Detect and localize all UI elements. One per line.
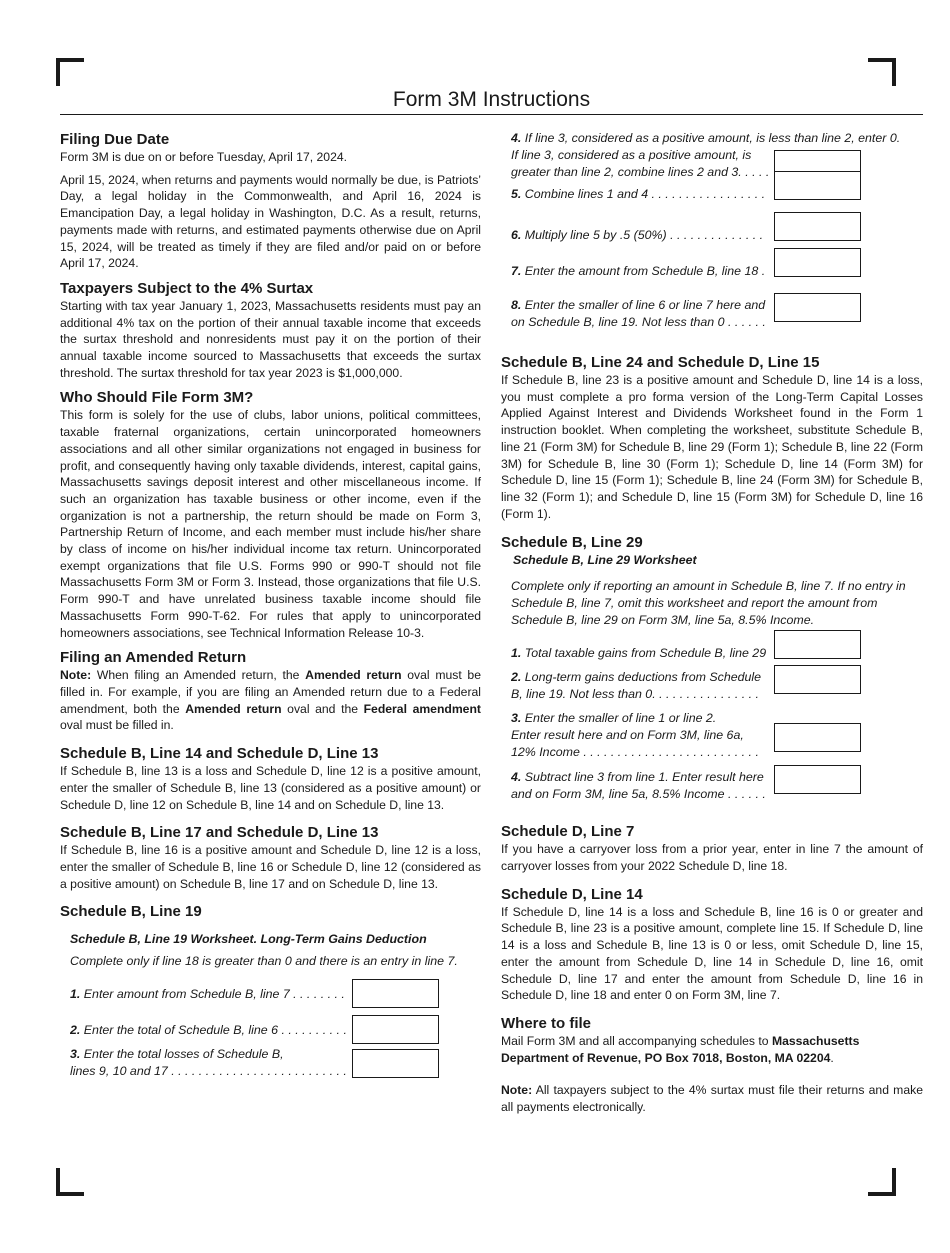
line-29-ws-line-4-entry-box[interactable] <box>774 765 861 794</box>
line-29-ws-line-1-entry-box[interactable] <box>774 630 861 659</box>
section-schedule-d-line-7 <box>501 822 923 874</box>
line-19-ws-line-2: 2. Enter the total of Schedule B, line 6 . . . . . . . . . . <box>70 1022 481 1046</box>
line-19-worksheet-intro: Complete only if line 18 is greater than 0 and there is an entry in line 7. <box>70 954 458 969</box>
heading-schedule-b-line-14: Schedule B, Line 14 and Schedule D, Line 13 <box>60 745 379 763</box>
line-19-ws-line-3: 3. Enter the total losses of Schedule B, lines 9, 10 and 17 . . . . . . . . . . . . . . . . . . . . . . . . . . <box>70 1046 481 1082</box>
line-29-ws-line-4: 4. Subtract line 3 from line 1. Enter result here and on Form 3M, line 5a, 8.5% Income . . . . . . <box>511 769 923 822</box>
heading-schedule-b-line-19: Schedule B, Line 19 <box>60 903 202 921</box>
heading-schedule-d-line-14: Schedule D, Line 14 <box>501 885 643 903</box>
heading-schedule-b-line-24: Schedule B, Line 24 and Schedule D, Line 15 <box>501 354 820 371</box>
line-19-ws-line-7: 7. Enter the amount from Schedule B, line 18 . <box>511 263 923 297</box>
line-19-ws-line-7-entry-box[interactable] <box>774 248 861 277</box>
surtax-paragraph: Starting with tax year January 1, 2023, Massachusetts residents must pay an additional 4% tax on the portion of their annual taxable income that exceeds the surtax threshold and nonresidents must pay it on the portion of their annual taxable income sourced to Massachusetts that exceeds the surtax threshold. The surtax threshold for tax year 2023 is $1,000,000. <box>60 298 481 380</box>
where-to-file-note: Note: All taxpayers subject to the 4% surtax must file their returns and make all payments electronically. <box>501 1083 923 1115</box>
line-29-worksheet-title: Schedule B, Line 29 Worksheet <box>513 553 697 568</box>
line-19-ws-line-1: 1. Enter amount from Schedule B, line 7 . . . . . . . . <box>70 986 481 1022</box>
schedule-b-line-14-paragraph: If Schedule B, line 13 is a loss and Schedule D, line 12 is a positive amount, enter the smaller of Schedule B, line 13 (considered as a positive amount) or Schedule D, line 12 on Schedule B, line 14 and on Schedule D, line 13. <box>60 764 481 812</box>
line-29-worksheet-intro: Complete only if reporting an amount in Schedule B, line 7. If no entry in Schedule B, line 7, omit this worksheet and report the amount from Schedule B, line 29 on Form 3M, line 5a, 8.5% Income. <box>511 579 906 628</box>
heading-filing-due-date: Filing Due Date <box>60 131 170 148</box>
crop-mark-bottom-right <box>868 1168 896 1196</box>
line-19-ws-line-3-entry-box[interactable] <box>352 1049 439 1078</box>
title-rule <box>60 114 923 115</box>
section-schedule-b-line-17 <box>60 823 481 892</box>
schedule-d-line-14-paragraph: If Schedule D, line 14 is a loss and Schedule B, line 16 is 0 or greater and Schedule B, line 23 is a positive amount, complete line 15. If Schedule D, line 14 is a loss and Schedule B, line 13 is 0 or less, omit Schedule D, line 15, enter the amount from Schedule D, line 14 in Schedule D, line 16, omit Schedule D, line 17 and enter the amount from Schedule D, line 16 in Schedule D, line 18 and enter 0 on Form 3M, line 7. <box>501 904 923 1003</box>
heading-surtax: Taxpayers Subject to the 4% Surtax <box>60 279 314 297</box>
schedule-b-line-17-paragraph: If Schedule B, line 16 is a positive amount and Schedule D, line 12 is a loss, enter the smaller of Schedule B, line 16 or Schedule D, line 12 (considered as a positive amount) on Schedule B, line 17 and on Schedule D, line 13. <box>60 843 481 891</box>
line-19-ws-line-6: 6. Multiply line 5 by .5 (50%) . . . . . . . . . . . . . . <box>511 227 923 263</box>
line-19-worksheet-continued <box>501 130 923 331</box>
amended-return-paragraph: Note: When filing an Amended return, the Amended return oval must be filled in. For example, if you are filing an Amended return due to a Federal amendment, both the Amended return oval and the Federal amendment oval must be filled in. <box>60 668 481 733</box>
who-should-file-paragraph: This form is solely for the use of clubs, labor unions, political committees, taxable fraternal organizations, certain unincorporated homeowners associations and all other similar organizations not engaged in business for profit, and consequently having only taxable dividends, interest, capital gains, Massachusetts savings deposit interest and other miscellaneous income. If such an organization has taxable business or other income, even if the organization is not a partnership, the return should be made on Form 3, Partnership Return of Income, and each member must include his/her share by class of income on his/her individual income tax return. Unincorporated exempt organizations that file U.S. Forms 990 or 990-T should not file Massachusetts Form 3M or Form 3. Instead, those organizations that file U.S. Form 990-T and have unrelated business taxable income should file Massachusetts Form 990-T-62. For rules that apply to unincorporated homeowners associations, see Technical Information Release 10-3. <box>60 408 481 640</box>
section-schedule-b-line-19 <box>60 902 481 1082</box>
filing-due-paragraph-2: April 15, 2024, when returns and payments would normally be due, is Patriots’ Day, a legal holiday in the Commonwealth, and April 16, 2024 is Emancipation Day, a legal holiday in Washington, D.C. As a result, returns, payments made with returns, and estimated payments otherwise due on April 15, 2024, will be treated as timely if they are filed and/or paid on or before April 17, 2024. <box>60 172 481 271</box>
line-19-worksheet <box>60 931 481 1082</box>
filing-due-paragraph-1: Form 3M is due on or before Tuesday, April 17, 2024. <box>60 150 348 164</box>
line-19-worksheet-title: Schedule B, Line 19 Worksheet. Long-Term Gains Deduction <box>70 932 427 947</box>
schedule-d-line-7-paragraph: If you have a carryover loss from a prior year, enter in line 7 the amount of carryover losses from your 2022 Schedule D, line 18. <box>501 842 923 874</box>
line-29-ws-line-3: 3. Enter the smaller of line 1 or line 2. Enter result here and on Form 3M, line 6a, 12% Income . . . . . . . . . . . . . . . . . . . . . . . . . . <box>511 710 923 769</box>
mailing-address: Massachusetts Department of Revenue, PO Box 7018, Boston, MA 02204 <box>501 1033 860 1065</box>
line-29-worksheet <box>501 552 923 822</box>
section-surtax <box>60 279 481 382</box>
crop-mark-bottom-left <box>56 1168 84 1196</box>
heading-schedule-b-line-17: Schedule B, Line 17 and Schedule D, Line 13 <box>60 824 379 842</box>
section-who-should-file <box>60 388 481 641</box>
line-19-ws-line-8: 8. Enter the smaller of line 6 or line 7 here and on Schedule B, line 19. Not less than 0 . . . . . . <box>511 297 923 331</box>
heading-amended-return: Filing an Amended Return <box>60 649 247 667</box>
line-19-ws-line-5: 5. Combine lines 1 and 4 . . . . . . . . . . . . . . . . . <box>511 186 923 227</box>
line-19-ws-line-4: 4. If line 3, considered as a positive amount, is less than line 2, enter 0. If line 3, considered as a positive amount, is greater than line 2, combine lines 2 and 3. . . . . <box>511 131 901 179</box>
line-19-ws-line-1-entry-box[interactable] <box>352 979 439 1008</box>
section-schedule-b-line-14 <box>60 744 481 813</box>
line-29-ws-line-3-entry-box[interactable] <box>774 723 861 752</box>
where-to-file-paragraph: Mail Form 3M and all accompanying schedules to Massachusetts Department of Revenue, PO Box 7018, Boston, MA 02204. <box>501 1033 860 1065</box>
note-label: Note: <box>60 668 92 683</box>
left-column <box>60 130 481 1082</box>
line-29-ws-line-1: 1. Total taxable gains from Schedule B, line 29 <box>511 645 923 669</box>
line-29-ws-line-2: 2. Long-term gains deductions from Schedule B, line 19. Not less than 0. . . . . . . . . . . . . . . . <box>511 669 923 710</box>
line-19-ws-line-5-entry-box[interactable] <box>774 171 861 200</box>
line-19-ws-line-2-entry-box[interactable] <box>352 1015 439 1044</box>
section-filing-due-date <box>60 130 481 272</box>
heading-schedule-d-line-7: Schedule D, Line 7 <box>501 823 635 841</box>
section-schedule-b-line-24 <box>501 353 923 522</box>
line-29-ws-line-2-entry-box[interactable] <box>774 665 861 694</box>
section-schedule-b-line-29 <box>501 533 923 822</box>
page-title: Form 3M Instructions <box>392 88 591 111</box>
section-schedule-d-line-14 <box>501 885 923 1004</box>
section-where-to-file <box>501 1014 923 1116</box>
heading-where-to-file: Where to file <box>501 1014 592 1032</box>
section-amended-return <box>60 648 481 734</box>
crop-mark-top-left <box>56 58 84 86</box>
heading-who-should-file: Who Should File Form 3M? <box>60 389 254 407</box>
schedule-b-line-24-paragraph: If Schedule B, line 23 is a positive amount and Schedule D, line 14 is a loss, you must complete a pro forma version of the Long-Term Capital Losses Applied Against Interest and Dividends Worksheet found in the Form 1 instruction booklet. When completing the worksheet, substitute Schedule B, line 21 (Form 3M) for Schedule B, line 29 (Form 1); Schedule B, line 22 (Form 3M) for Schedule B, line 30 (Form 1); Schedule D, line 14 (Form 3M) for Schedule D, line 15 (Form 1); Schedule B, line 24 (Form 3M) for Schedule B, line 32 (Form 1); and Schedule D, line 15 (Form 3M) for Schedule D, line 16 (Form 1). <box>501 373 923 521</box>
note-label: Note: <box>501 1083 533 1098</box>
line-19-ws-line-8-entry-box[interactable] <box>774 293 861 322</box>
right-column <box>501 130 923 1116</box>
crop-mark-top-right <box>868 58 896 86</box>
heading-schedule-b-line-29: Schedule B, Line 29 <box>501 534 643 552</box>
line-19-ws-line-6-entry-box[interactable] <box>774 212 861 241</box>
